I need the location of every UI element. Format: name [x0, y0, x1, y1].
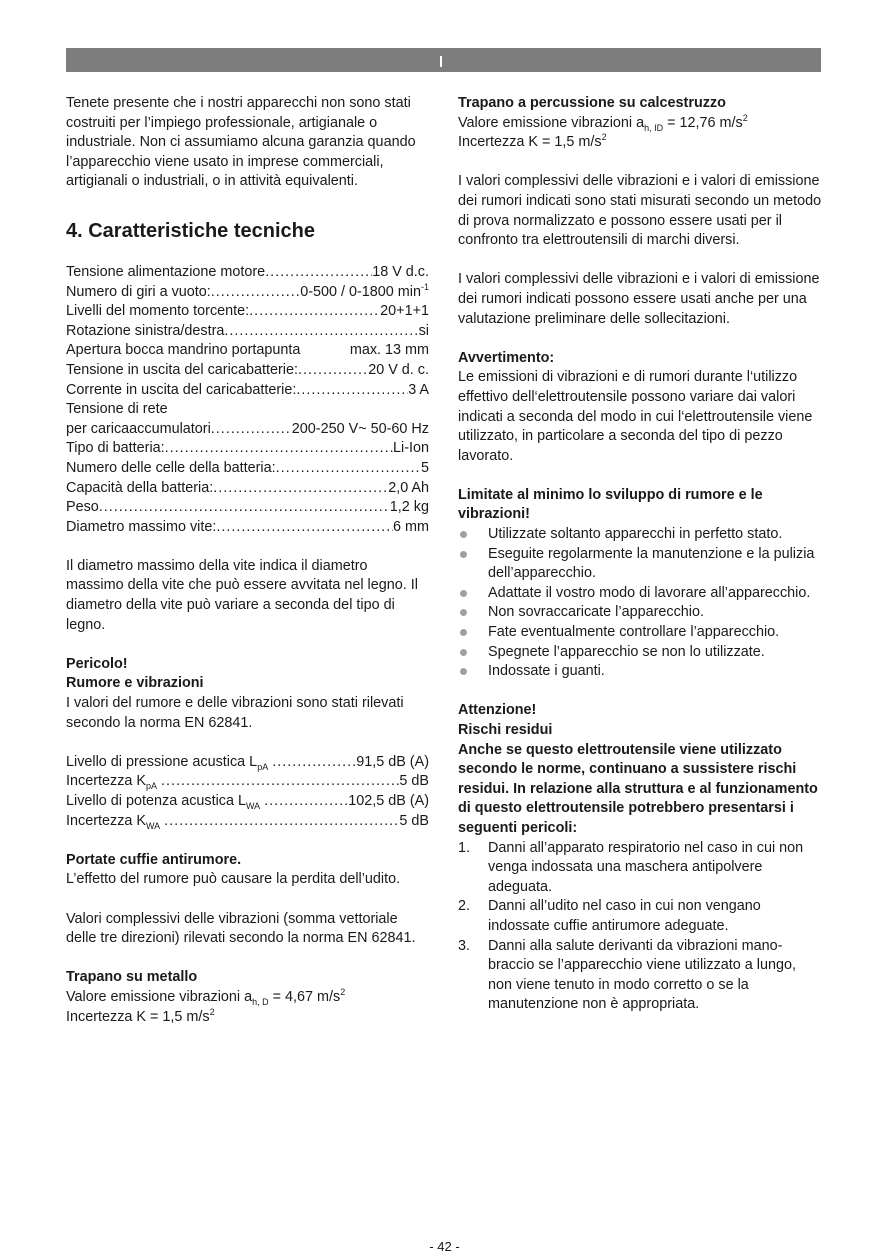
section-title: 4. Caratteristiche tecniche — [66, 219, 315, 242]
list-item: Eseguite regolarmente la manutenzione e la pulizia dell’apparecchio. — [458, 545, 823, 584]
right-column — [458, 94, 823, 1015]
screw-note: Il diametro massimo della vite indica il diametro massimo della vite che può essere avvitata nel legno. Il diametro della vite può variare a seconda del tipo di legno. — [66, 557, 418, 633]
noise-heading: Rumore e vibrazioni — [66, 675, 204, 692]
noise-spec-row: Incertezza $K_{WA}$ ..... 5 dB — [66, 812, 429, 832]
list-item: 1. Danni all’apparato respiratorio nel caso in cui non venga indossata una maschera antipolvere adeguata. — [458, 839, 804, 895]
spec-row: per caricaaccumulatori ..... 200-250 V~ 50-60 Hz — [66, 420, 429, 440]
ear-protection-heading: Portate cuffie antirumore. — [66, 851, 242, 868]
spec-row: Rotazione sinistra/destra ..... si — [66, 322, 429, 342]
limit-bullet-list — [458, 525, 823, 682]
left-column — [66, 94, 429, 1027]
spec-row: Tipo di batteria: ..... Li-Ion — [66, 439, 429, 459]
concrete-vibration-value: Valore emissione vibrazioni $a_{h, ID} = 12,76$ $m/s^2$ — [458, 112, 748, 133]
metal-drill-heading: Trapano su metallo — [66, 969, 198, 986]
spec-row: Numero delle celle della batteria: ..... 5 — [66, 459, 429, 479]
danger-heading: Pericolo! — [66, 655, 128, 672]
metal-uncertainty: Incertezza K = 1,5 $m/s^2$ — [66, 1006, 215, 1025]
residual-risks-intro: Anche se questo elettroutensile viene utilizzato secondo le norme, continuano a sussistere rischi residui. In relazione alla struttura e al funzionamento di questo elettroutensile potrebbero presentarsi i seguenti pericoli: — [458, 741, 818, 836]
spec-row: Tensione alimentazione motore ..... 18 V d.c. — [66, 263, 429, 283]
spec-row: Tensione in uscita del caricabatterie: ..... 20 V d. c. — [66, 361, 429, 381]
spec-row: Diametro massimo vite: ..... 6 mm — [66, 518, 429, 538]
spec-row: Numero di giri a vuoto: ..... 0-500 / 0-1800 $\min^{-1}$ — [66, 283, 429, 303]
limit-heading: Limitate al minimo lo sviluppo di rumore e le vibrazioni! — [458, 486, 763, 523]
list-item: Utilizzate soltanto apparecchi in perfetto stato. — [458, 525, 823, 545]
vibration-para-2: I valori complessivi delle vibrazioni e i valori di emissione dei rumori indicati possono essere usati anche per una valutazione preliminare delle sollecitazioni. — [458, 271, 820, 327]
spec-label: Tensione di rete — [66, 401, 168, 418]
language-marker — [440, 56, 442, 67]
vibration-para-1: I valori complessivi delle vibrazioni e i valori di emissione dei rumori indicati sono stati misurati secondo un metodo di prova normalizzato e possono essere usati per il confronto tra elettroutensili di marchi diversi. — [458, 173, 822, 249]
intro-text: Tenete presente che i nostri apparecchi non sono stati costruiti per l’impiego professionale, artigianale o industriale. Non ci assumiamo alcuna garanzia quando l’apparecchio viene usato in imprese commerciali, artigianali o industriali, o in attività equivalenti. — [66, 95, 416, 190]
attention-heading: Attenzione! — [458, 702, 537, 719]
residual-risks-heading: Rischi residui — [458, 722, 553, 738]
residual-risks-list — [458, 839, 823, 1015]
spec-row: Apertura bocca mandrino portapunta max. 13 mm — [66, 342, 429, 359]
spec-row: Peso ..... 1,2 kg — [66, 498, 429, 518]
list-item: Fate eventualmente controllare l’apparecchio. — [458, 623, 823, 643]
noise-text: I valori del rumore e delle vibrazioni sono stati rilevati secondo la norma EN 62841. — [66, 695, 404, 731]
list-item: Non sovraccaricate l’apparecchio. — [458, 603, 823, 623]
concrete-drill-heading: Trapano a percussione su calcestruzzo — [458, 95, 726, 111]
list-item: Adattate il vostro modo di lavorare all’apparecchio. — [458, 584, 823, 604]
spec-row: Capacità della batteria: ..... 2,0 Ah — [66, 479, 429, 499]
noise-spec-row: Livello di potenza acustica $L_{WA}$ ..... 102,5 dB (A) — [66, 792, 429, 812]
warning-text: Le emissioni di vibrazioni e di rumori durante l‘utilizzo effettivo dell‘elettroutensile possono variare dai valori indicati a seconda del modo in cui l‘elettroutensile viene utilizzato, in particolare a seconda del tipo di pezzo lavorato. — [458, 369, 813, 464]
list-item: Indossate i guanti. — [458, 662, 823, 682]
noise-spec-row: Incertezza $K_{pA}$ ..... 5 dB — [66, 772, 429, 792]
list-item: 3. Danni alla salute derivanti da vibrazioni mano-braccio se l’apparecchio viene utilizzato a lungo, non viene tenuto in modo corretto o se la manutenzione non è appropriata. — [458, 937, 796, 1013]
concrete-uncertainty: Incertezza K = 1,5 $m/s^2$ — [458, 132, 607, 151]
noise-spec-row: Livello di pressione acustica $L_{pA}$ ..... 91,5 dB (A) — [66, 753, 429, 773]
metal-vibration-value: Valore emissione vibrazioni $a_{h, D} = 4,67$ $m/s^2$ — [66, 987, 346, 1007]
ear-protection-text: L’effetto del rumore può causare la perdita dell’udito. — [66, 871, 401, 888]
list-item: 2. Danni all’udito nel caso in cui non vengano indossate cuffie antirumore adeguate. — [458, 898, 761, 934]
page-number: - 42 - — [429, 1239, 460, 1254]
list-item: Spegnete l’apparecchio se non lo utilizzate. — [458, 643, 823, 663]
spec-row: Livelli del momento torcente: ..... 20+1+1 — [66, 302, 429, 322]
warning-heading: Avvertimento: — [458, 349, 555, 366]
spec-list — [66, 263, 429, 537]
noise-spec-list — [66, 753, 429, 831]
vibration-text: Valori complessivi delle vibrazioni (somma vettoriale delle tre direzioni) rilevati secondo la norma EN 62841. — [66, 910, 416, 947]
header-bar — [66, 48, 821, 72]
spec-row: Corrente in uscita del caricabatterie: ..... 3 A — [66, 381, 429, 401]
